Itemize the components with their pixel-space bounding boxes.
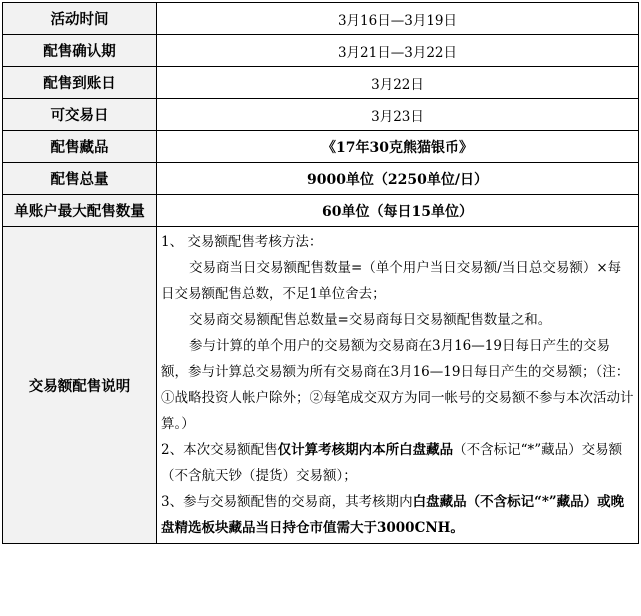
- value-activity-time: 3月16日—3月19日: [157, 3, 639, 35]
- label-trade-date: 可交易日: [3, 99, 157, 131]
- value-total-amount: 9000单位（2250单位/日）: [157, 163, 639, 195]
- label-total-amount: 配售总量: [3, 163, 157, 195]
- desc-item-3-b: 白盘藏品（不含标记“*”藏品）或晚盘精选板块藏品当日持仓市值需大于3000CNH。: [161, 494, 625, 536]
- value-max-per-account: 60单位（每日15单位）: [157, 195, 639, 227]
- row-total-amount: [3, 163, 639, 195]
- desc-item-2-b: 仅计算考核期内本所白盘藏品: [277, 442, 454, 458]
- value-collectible: 《17年30克熊猫银币》: [157, 131, 639, 163]
- row-activity-time: [3, 3, 639, 35]
- desc-para-calc: 参与计算的单个用户的交易额为交易商在3月16—19日每日产生的交易额，参与计算总交易额为所有交易商在3月16—19日每日产生的交易额；（注：①战略投资人帐户除外；②每笔成交双方为同一帐号的交易额不参与本次活动计算。）: [161, 338, 634, 432]
- row-description: [3, 227, 639, 544]
- description-cell: [157, 227, 639, 544]
- desc-item-3: [161, 489, 634, 541]
- row-collectible: [3, 131, 639, 163]
- row-trade-date: [3, 99, 639, 131]
- value-trade-date: 3月23日: [157, 99, 639, 131]
- value-confirm-period: 3月21日—3月22日: [157, 35, 639, 67]
- row-arrival-date: [3, 67, 639, 99]
- label-description: 交易额配售说明: [3, 227, 157, 544]
- desc-heading: 1、 交易额配售考核方法：: [161, 234, 323, 250]
- desc-para-total: 交易商交易额配售总数量=交易商每日交易额配售数量之和。: [189, 312, 552, 328]
- label-max-per-account: 单账户最大配售数量: [3, 195, 157, 227]
- desc-item-3-a: 3、参与交易额配售的交易商，其考核期内: [161, 494, 413, 510]
- label-confirm-period: 配售确认期: [3, 35, 157, 67]
- desc-item-2: [161, 437, 634, 489]
- row-confirm-period: [3, 35, 639, 67]
- value-arrival-date: 3月22日: [157, 67, 639, 99]
- label-arrival-date: 配售到账日: [3, 67, 157, 99]
- row-max-per-account: [3, 195, 639, 227]
- label-collectible: 配售藏品: [3, 131, 157, 163]
- desc-item-2-a: 2、本次交易额配售: [161, 442, 278, 458]
- label-activity-time: 活动时间: [3, 3, 157, 35]
- desc-item-2-c: （不含标记“*”藏品）交易额（不含航天钞（提货）交易额）；: [161, 442, 623, 484]
- desc-para-formula: 交易商当日交易额配售数量=（单个用户当日交易额/当日总交易额）×每日交易额配售总数，不足1单位舍去；: [161, 260, 622, 302]
- sale-info-table: [2, 2, 639, 544]
